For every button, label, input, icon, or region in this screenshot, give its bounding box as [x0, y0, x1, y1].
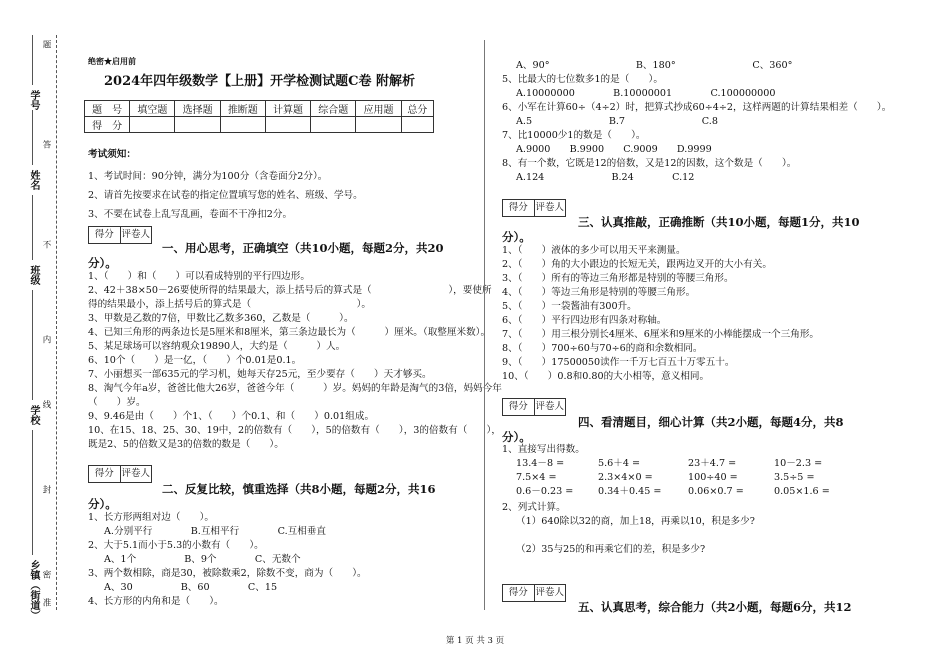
question-line: 5、比最大的七位数多1的是（ ）。	[502, 74, 663, 85]
question-line: 得的结果最小，添上括号后的算式是（ ）。	[88, 299, 372, 310]
score-header: 填空题	[130, 101, 175, 117]
section-1-title: 一、用心思考，正确填空（共10小题，每题2分，共20	[162, 241, 444, 255]
question-line: 1、（ ）液体的多少可以用天平来测量。	[502, 245, 686, 256]
cut-mark-5: 线	[41, 400, 51, 409]
question-line: 8、有一个数，它既是12的倍数，又是12的因数，这个数是（ ）。	[502, 158, 797, 169]
question-line: 1、直接写出得数。	[502, 444, 585, 455]
option-line: A.124 B.24 C.12	[516, 172, 695, 183]
cut-mark-6: 封	[41, 485, 51, 494]
field-township-line	[32, 430, 33, 555]
score-cell[interactable]	[130, 117, 175, 133]
score-cell[interactable]	[311, 117, 356, 133]
notice-item: 3、不要在试卷上乱写乱画，卷面不干净扣2分。	[88, 209, 293, 220]
calc-item: 13.4－8 =	[516, 458, 565, 469]
question-line: 3、两个数相除，商是30，被除数乘2，除数不变，商为（ ）。	[88, 568, 367, 579]
field-student-id-line	[32, 35, 33, 85]
section-3-title-cont: 分）。	[502, 230, 531, 244]
score-cell[interactable]	[220, 117, 265, 133]
question-line: 2、列式计算。	[502, 502, 566, 513]
option-line: A.10000000 B.10000001 C.100000000	[516, 88, 776, 99]
question-line: 既是2、5的倍数又是3的倍数的数是（ ）。	[88, 439, 284, 450]
field-class-line	[32, 195, 33, 260]
option-line: A、90° B、180° C、360°	[516, 60, 793, 71]
question-line: 6、小军在计算60÷（4÷2）时，把算式抄成60÷4÷2，这样两题的计算结果相差（ ）。	[502, 102, 892, 113]
question-line: 3、（ ）所有的等边三角形都是特别的等腰三角形。	[502, 273, 734, 284]
cut-mark-3: 不	[41, 240, 51, 249]
calc-item: 0.05×1.6 =	[774, 486, 830, 497]
calc-item: 23＋4.7 =	[688, 458, 737, 469]
question-line: 5、某足球场可以容纳观众19890人，大约是（ ）人。	[88, 341, 346, 352]
score-box: 得分 评卷人	[502, 584, 566, 602]
section-4-title: 四、看清题目，细心计算（共2小题，每题4分，共8	[578, 415, 844, 429]
question-line: （ ）岁。	[88, 397, 146, 408]
question-line: 7、比10000少1的数是（ ）。	[502, 130, 646, 141]
question-line: 2、42＋38×50－26要使所得的结果最大，添上括号后的算式是（ ），要使所	[88, 285, 492, 296]
question-line: 8、淘气今年a岁，爸爸比他大26岁，爸爸今年（ ）岁。妈妈的年龄是淘气的3倍，妈妈今年	[88, 383, 502, 394]
question-line: 4、（ ）等边三角形是特别的等腰三角形。	[502, 287, 696, 298]
cut-mark-2: 答	[41, 140, 51, 149]
calc-item: 100÷40 =	[688, 472, 738, 483]
question-line: 6、10个（ ）是一亿，（ ）个0.01是0.1。	[88, 355, 302, 366]
cut-mark-7: 密	[41, 570, 51, 579]
question-line: 7、（ ）用三根分别长4厘米、6厘米和9厘米的小棒能摆成一个三角形。	[502, 329, 820, 340]
option-line: A.分别平行 B.互相平行 C.互相垂直	[104, 526, 326, 537]
score-header: 应用题	[356, 101, 401, 117]
question-line: 5、（ ）一袋酱油有300升。	[502, 301, 637, 312]
section-2-title: 二、反复比较，慎重选择（共8小题，每题2分，共16	[162, 482, 436, 496]
field-school-line	[32, 290, 33, 400]
secret-label: 绝密★启用前	[88, 56, 136, 66]
section-5-title: 五、认真思考，综合能力（共2小题，每题6分，共12	[578, 600, 852, 614]
score-cell[interactable]	[356, 117, 401, 133]
field-student-id: 学号	[28, 90, 39, 110]
option-line: A.9000 B.9900 C.9009 D.9999	[516, 144, 712, 155]
option-line: A、30 B、60 C、15	[104, 582, 278, 593]
page-title: 2024年四年级数学【上册】开学检测试题C卷 附解析	[104, 74, 416, 89]
calc-item: 0.6－0.23 =	[516, 486, 574, 497]
score-box: 得分 评卷人	[88, 465, 152, 483]
question-line: 2、大于5.1而小于5.3的小数有（ ）。	[88, 540, 264, 551]
calc-item: 0.06×0.7 =	[688, 486, 744, 497]
question-line: 9、9.46是由（ ）个1、（ ）个0.1、和（ ）0.01组成。	[88, 411, 375, 422]
question-line: 7、小丽想买一部635元的学习机，她每天存25元，至少要存（ ）天才够买。	[88, 369, 432, 380]
question-line: 3、甲数是乙数的7倍，甲数比乙数多360，乙数是（ ）。	[88, 313, 354, 324]
section-1-title-cont: 分）。	[88, 256, 117, 270]
score-box: 得分 评卷人	[502, 398, 566, 416]
score-cell[interactable]	[265, 117, 310, 133]
calc-item: 2.3×4×0 =	[598, 472, 653, 483]
calc-item: 3.5÷5 =	[774, 472, 815, 483]
score-header: 推断题	[220, 101, 265, 117]
notice-item: 2、请首先按要求在试卷的指定位置填写您的姓名、班级、学号。	[88, 190, 363, 201]
score-cell[interactable]	[401, 117, 433, 133]
score-header: 选择题	[175, 101, 220, 117]
score-cell[interactable]	[175, 117, 220, 133]
score-header: 总分	[401, 101, 433, 117]
calc-item: 0.34＋0.45 =	[598, 486, 662, 497]
question-line: 1、（ ）和（ ）可以看成特别的平行四边形。	[88, 271, 310, 282]
score-row-label: 得 分	[85, 117, 130, 133]
field-name-line	[32, 110, 33, 165]
score-box: 得分 评卷人	[502, 199, 566, 217]
question-line: 1、长方形两组对边（ ）。	[88, 512, 215, 523]
field-name: 姓名	[28, 170, 39, 190]
section-4-title-cont: 分）。	[502, 430, 531, 444]
field-class: 班级	[28, 265, 39, 285]
field-school: 学校	[28, 405, 39, 425]
question-line: 4、长方形的内角和是（ ）。	[88, 596, 224, 607]
question-line: 4、已知三角形的两条边长是5厘米和8厘米，第三条边最长为（ ）厘米。（取整厘米数）。	[88, 327, 491, 338]
score-header: 计算题	[265, 101, 310, 117]
section-3-title: 三、认真推敲，正确推断（共10小题，每题1分，共10	[578, 215, 860, 229]
score-box: 得分 评卷人	[88, 226, 152, 244]
option-line: A、1个 B、9个 C、无数个	[104, 554, 301, 565]
column-divider	[484, 40, 485, 610]
question-line: 9、（ ）17500050读作一千万七百五十万零五十。	[502, 357, 735, 368]
calc-item: 5.6＋4 =	[598, 458, 641, 469]
field-township: 乡镇（街道）	[28, 560, 39, 620]
score-header: 题 号	[85, 101, 130, 117]
calc-item: 7.5×4 =	[516, 472, 557, 483]
cut-mark-1: 题	[41, 40, 51, 49]
notice-item: 1、考试时间：90分钟，满分为100分（含卷面分2分）。	[88, 171, 328, 182]
section-2-title-cont: 分）。	[88, 497, 117, 511]
question-line: 6、（ ）平行四边形有四条对称轴。	[502, 315, 667, 326]
question-line: （1）640除以32的商，加上18，再乘以10，积是多少?	[516, 516, 755, 527]
calc-item: 10－2.3 =	[774, 458, 823, 469]
option-line: A.5 B.7 C.8	[516, 116, 718, 127]
notice-title: 考试须知：	[88, 149, 136, 160]
question-line: 2、（ ）角的大小跟边的长短无关，跟两边叉开的大小有关。	[502, 259, 772, 270]
question-line: 10、在15、18、25、30、19中，2的倍数有（ ），5的倍数有（ ），3的倍数有（ ），	[88, 425, 501, 436]
question-line: 8、（ ）700÷60与70÷6的商和余数相同。	[502, 343, 703, 354]
binding-fold-line	[56, 35, 57, 610]
cut-mark-8: 准	[41, 598, 51, 607]
question-line: （2）35与25的和再乘它们的差，积是多少?	[516, 544, 706, 555]
page-footer: 第 1 页 共 3 页	[445, 636, 505, 646]
cut-mark-4: 内	[41, 335, 51, 344]
question-line: 10、（ ）0.8和0.80的大小相等，意义相同。	[502, 371, 710, 382]
score-table	[84, 100, 434, 133]
score-header: 综合题	[311, 101, 356, 117]
